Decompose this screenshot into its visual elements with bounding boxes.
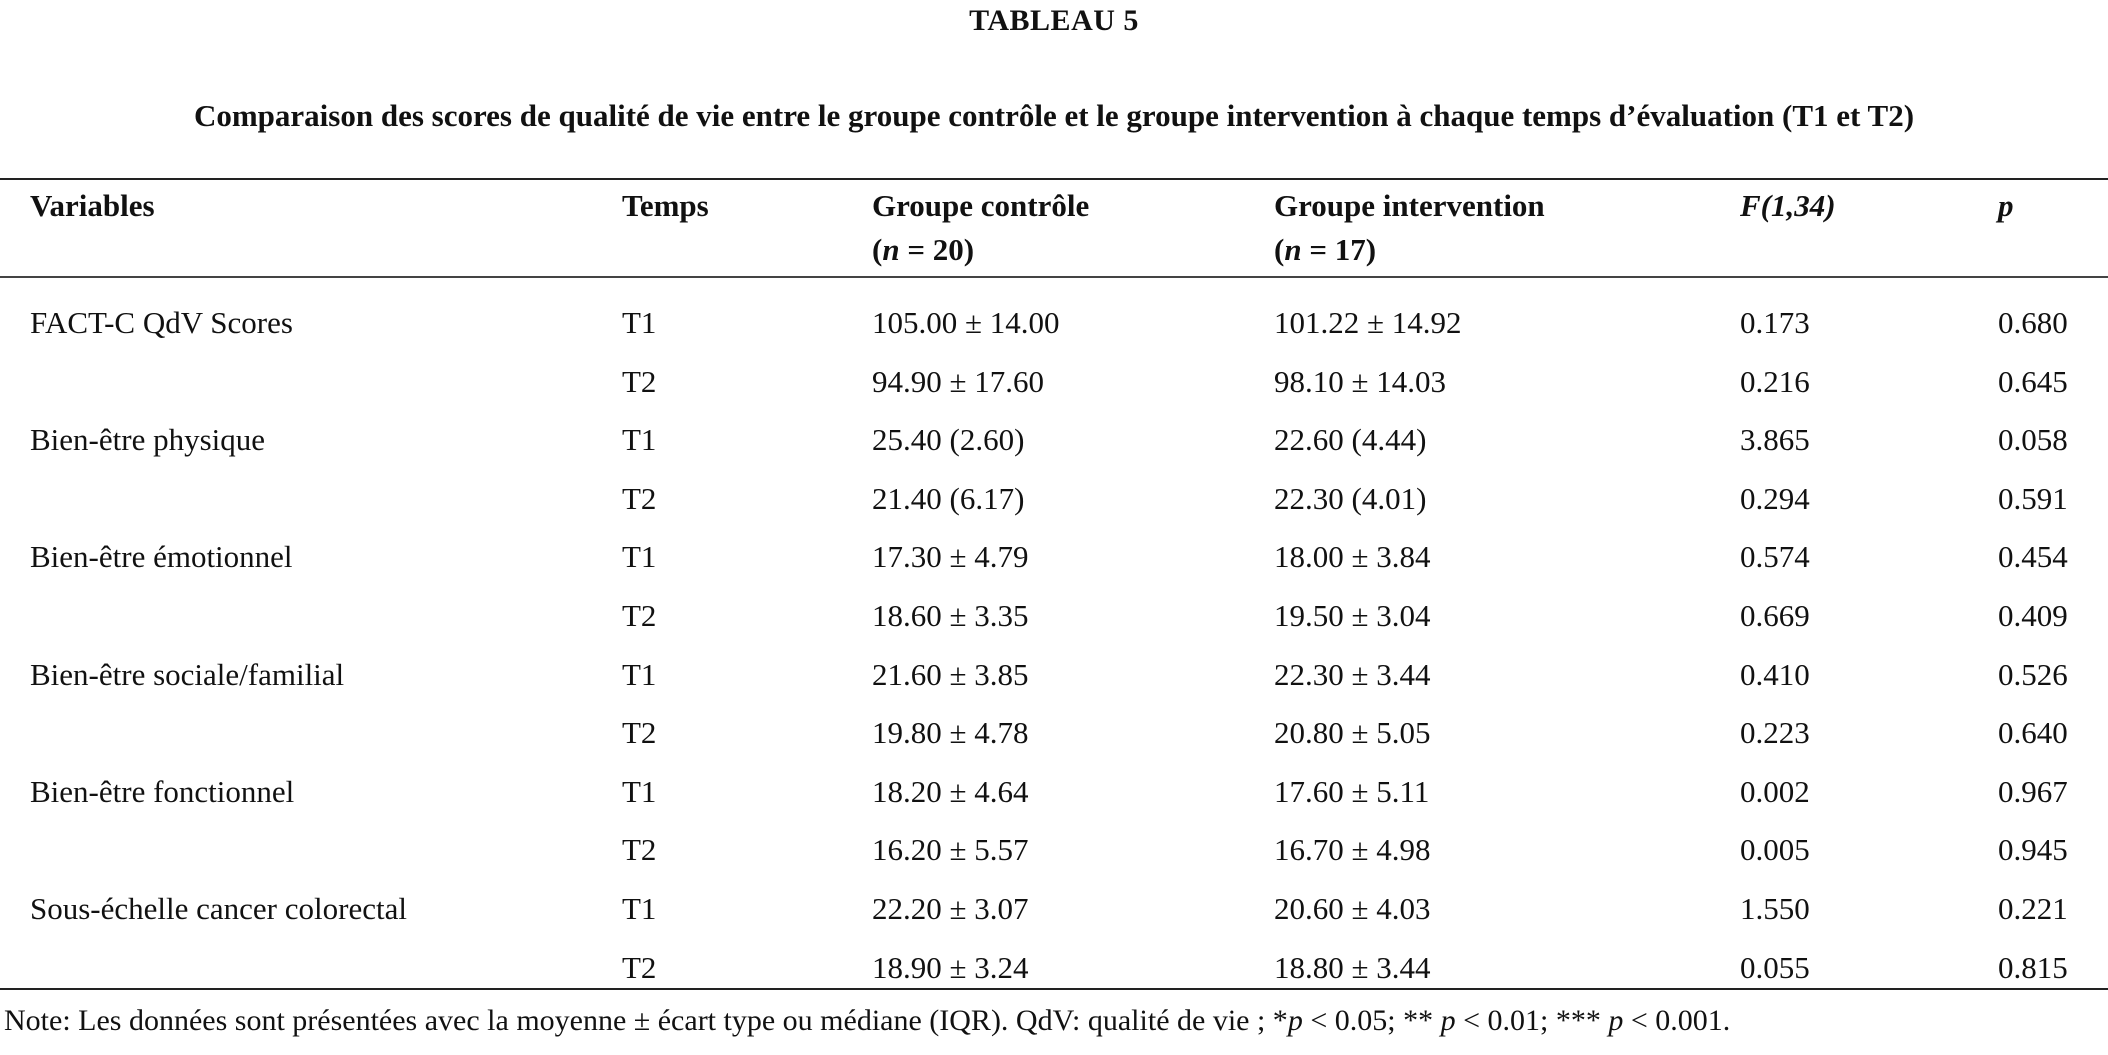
cell-groupe-intervention: 22.60 (4.44) [1274,422,1427,458]
cell-p-value: 0.591 [1998,480,2068,516]
cell-temps: T2 [622,598,657,633]
cell-groupe-intervention: 22.30 (4.01) [1274,480,1427,516]
cell-temps: T2 [622,949,657,985]
table-label: TABLEAU 5 [969,4,1139,37]
cell-variable: Bien-être fonctionnel [30,773,295,809]
n-symbol: n [1284,232,1302,267]
cell-p-value: 0.815 [1998,949,2068,985]
header-variables: Variables [30,188,155,223]
cell-f-statistic: 0.002 [1740,773,1810,809]
cell-p-value: 0.409 [1998,598,2068,633]
cell-groupe-intervention: 19.50 ± 3.04 [1274,598,1431,633]
bottom-rule [0,988,2108,990]
cell-groupe-intervention: 18.80 ± 3.44 [1274,949,1431,985]
note-text: < 0.001. [1623,1004,1731,1037]
cell-p-value: 0.967 [1998,773,2068,809]
header-controle-label: Groupe contrôle [872,188,1090,223]
header-p-value: p [1998,188,2014,223]
cell-groupe-controle: 19.80 ± 4.78 [872,715,1029,751]
header-f-statistic: F(1,34) [1740,188,1836,223]
note-p-symbol: p [1440,1004,1456,1037]
header-groupe-controle [872,184,1089,272]
cell-f-statistic: 0.005 [1740,832,1810,868]
cell-groupe-intervention: 22.30 ± 3.44 [1274,656,1431,692]
cell-groupe-intervention: 20.60 ± 4.03 [1274,891,1431,926]
cell-variable: Bien-être physique [30,422,266,458]
cell-f-statistic: 3.865 [1740,422,1810,458]
header-temps: Temps [622,188,709,223]
n-value: = 17) [1301,232,1377,267]
cell-groupe-controle: 18.20 ± 4.64 [872,773,1029,809]
cell-groupe-controle: 22.20 ± 3.07 [872,891,1029,926]
cell-variable: Sous-échelle cancer colorectal [30,891,407,926]
cell-groupe-controle: 17.30 ± 4.79 [872,539,1029,575]
cell-temps: T1 [622,656,657,692]
cell-f-statistic: 0.574 [1740,539,1810,575]
cell-p-value: 0.058 [1998,422,2068,458]
cell-groupe-controle: 21.40 (6.17) [872,480,1025,516]
cell-groupe-controle: 94.90 ± 17.60 [872,363,1045,399]
header-groupe-intervention [1274,184,1545,272]
cell-groupe-intervention: 17.60 ± 5.11 [1274,773,1430,809]
cell-temps: T2 [622,363,657,399]
header-intervention-n: (n = 17) [1274,232,1377,267]
cell-f-statistic: 0.294 [1740,480,1810,516]
cell-groupe-controle: 16.20 ± 5.57 [872,832,1029,868]
cell-groupe-controle: 25.40 (2.60) [872,422,1025,458]
cell-groupe-controle: 21.60 ± 3.85 [872,656,1029,692]
cell-variable: FACT-C QdV Scores [30,305,293,340]
cell-f-statistic: 1.550 [1740,891,1810,926]
table-title: Comparaison des scores de qualité de vie entre le groupe contrôle et le groupe intervention à chaque temps d’évaluation (T1 et T2) [193,98,1915,133]
cell-p-value: 0.640 [1998,715,2068,751]
cell-temps: T1 [622,891,657,926]
note-p-symbol: p [1287,1004,1303,1037]
cell-f-statistic: 0.216 [1740,363,1810,399]
cell-p-value: 0.221 [1998,891,2068,926]
cell-groupe-controle: 105.00 ± 14.00 [872,305,1060,340]
cell-p-value: 0.680 [1998,305,2068,340]
cell-p-value: 0.945 [1998,832,2068,868]
cell-variable: Bien-être sociale/familial [30,656,345,692]
cell-f-statistic: 0.410 [1740,656,1810,692]
header-controle-n: (n = 20) [872,232,975,267]
note-text: < 0.05; ** [1302,1004,1441,1037]
cell-groupe-intervention: 16.70 ± 4.98 [1274,832,1431,868]
cell-temps: T2 [622,715,657,751]
cell-temps: T1 [622,422,657,458]
note-p-symbol: p [1608,1004,1624,1037]
cell-groupe-intervention: 101.22 ± 14.92 [1274,305,1462,340]
cell-temps: T1 [622,773,657,809]
cell-groupe-intervention: 18.00 ± 3.84 [1274,539,1431,575]
cell-p-value: 0.454 [1998,539,2068,575]
cell-f-statistic: 0.055 [1740,949,1810,985]
cell-groupe-intervention: 98.10 ± 14.03 [1274,363,1447,399]
cell-temps: T1 [622,539,657,575]
header-rule [0,276,2108,278]
top-rule [0,178,2108,180]
cell-temps: T1 [622,305,657,340]
header-intervention-label: Groupe intervention [1274,188,1545,223]
cell-f-statistic: 0.669 [1740,598,1810,633]
note-text: < 0.01; *** [1455,1004,1609,1037]
cell-groupe-intervention: 20.80 ± 5.05 [1274,715,1431,751]
note-text: Note: Les données sont présentées avec la moyenne ± écart type ou médiane (IQR). QdV: qualité de vie ; * [4,1004,1288,1037]
cell-f-statistic: 0.173 [1740,305,1810,340]
table-note [4,1004,1730,1038]
cell-groupe-controle: 18.90 ± 3.24 [872,949,1029,985]
cell-groupe-controle: 18.60 ± 3.35 [872,598,1029,633]
cell-f-statistic: 0.223 [1740,715,1810,751]
cell-temps: T2 [622,480,657,516]
n-value: = 20) [899,232,975,267]
cell-p-value: 0.526 [1998,656,2068,692]
cell-p-value: 0.645 [1998,363,2068,399]
n-symbol: n [882,232,900,267]
cell-temps: T2 [622,832,657,868]
cell-variable: Bien-être émotionnel [30,539,293,575]
